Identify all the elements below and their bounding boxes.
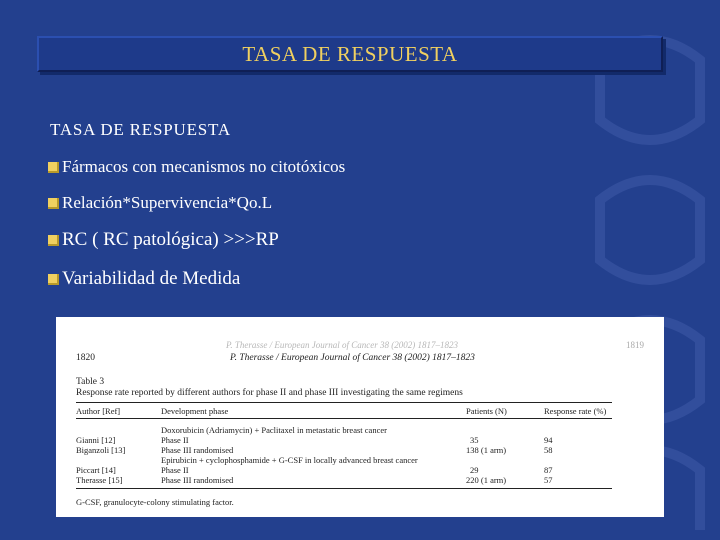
square-bullet-icon [48,235,59,246]
table-cell: 94 [544,435,553,445]
bullet-text: Variabilidad de Medida [62,268,241,289]
table-figure [56,317,664,517]
table-label: Table 3 [76,377,105,387]
table-cell: 138 (1 arm) [466,445,507,455]
table-cell: Phase II [161,465,189,475]
bleedthrough-page-number: 1819 [626,340,644,350]
table-cell: 35 [470,435,479,445]
table-rule [76,402,612,403]
page-number: 1820 [76,353,95,363]
table-cell: 29 [470,465,479,475]
bullet-text: Fármacos con mecanismos no citotóxicos [62,157,346,176]
table-cell: Gianni [12] [76,435,116,445]
table-cell: Biganzoli [13] [76,445,126,455]
table-cell: 58 [544,445,553,455]
table-cell: Phase II [161,435,189,445]
square-bullet-icon [48,274,59,285]
table-caption: Response rate reported by different authors for phase II and phase III investigating the same regimens [76,388,463,398]
slide-title: TASA DE RESPUESTA [242,41,458,66]
bullet-text: Relación*Supervivencia*Qo.L [62,193,273,212]
table-cell: 220 (1 arm) [466,475,507,485]
table-cell: Phase III randomised [161,475,234,485]
regimen-label: Doxorubicin (Adriamycin) + Paclitaxel in metastatic breast cancer [161,425,387,435]
table-cell: Therasse [15] [76,475,123,485]
table-cell: 57 [544,475,553,485]
square-bullet-icon [48,198,59,209]
table-footnote: G-CSF, granulocyte-colony stimulating factor. [76,497,234,507]
bullet-item [48,157,345,177]
regimen-label: Epirubicin + cyclophosphamide + G-CSF in locally advanced breast cancer [161,455,418,465]
bullet-text: RC ( RC patológica) >>>RP [62,229,279,250]
table-rule [76,488,612,489]
bullet-item [48,229,279,251]
column-header: Author [Ref] [76,406,121,416]
table-cell: Phase III randomised [161,445,234,455]
bleedthrough-header: P. Therasse / European Journal of Cancer 38 (2002) 1817–1823 [226,340,458,350]
column-header: Response rate (%) [544,406,607,416]
section-heading: TASA DE RESPUESTA [50,120,231,139]
column-header: Patients (N) [466,406,507,416]
title-banner [37,36,663,72]
column-header: Development phase [161,406,229,416]
table-rule [76,418,612,419]
square-bullet-icon [48,162,59,173]
table-cell: Piccart [14] [76,465,116,475]
bullet-item [48,193,272,213]
bullet-item [48,268,240,290]
journal-header: P. Therasse / European Journal of Cancer 38 (2002) 1817–1823 [230,353,475,363]
table-cell: 87 [544,465,553,475]
